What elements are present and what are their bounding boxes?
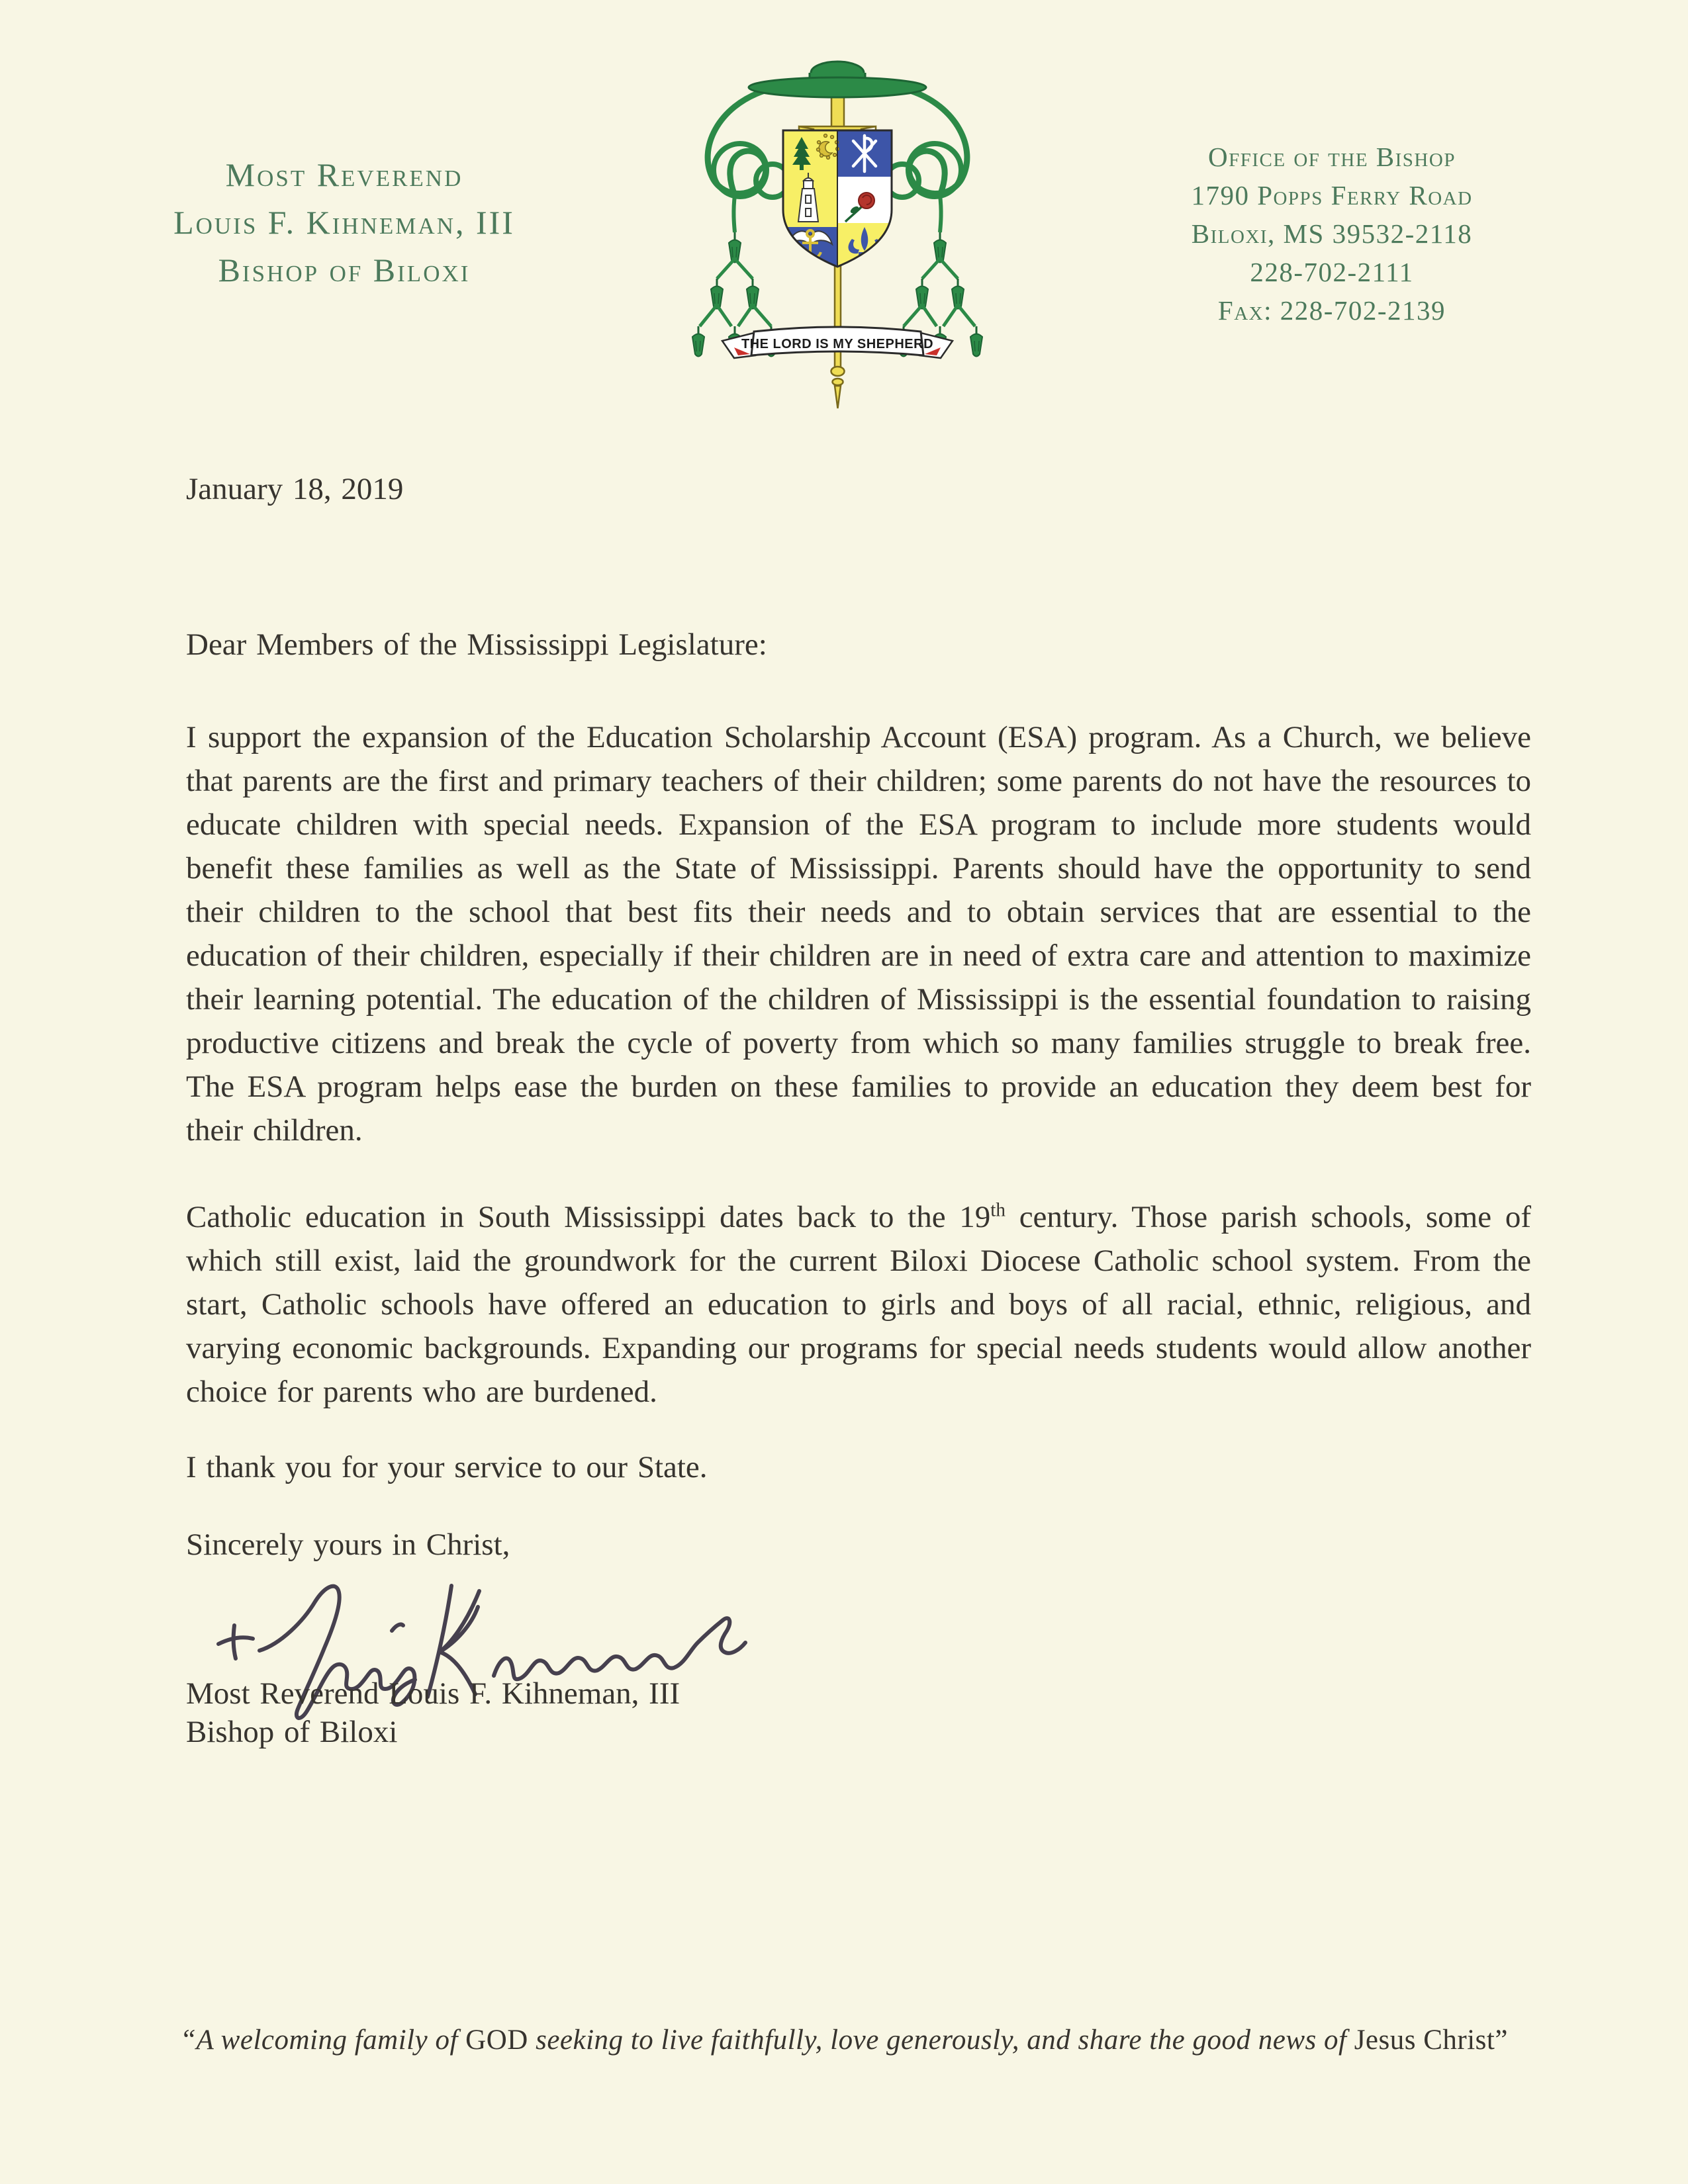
quote-god: GOD — [465, 2025, 528, 2056]
motto-text: THE LORD IS MY SHEPHERD — [741, 337, 934, 351]
paragraph2-text: Catholic education in South Mississippi dates back to the 19 — [186, 1200, 991, 1234]
closing-line: Sincerely yours in Christ, — [186, 1527, 510, 1562]
ordinal-superscript: th — [990, 1199, 1006, 1221]
galero-hat-icon — [749, 62, 926, 97]
salutation: Dear Members of the Mississippi Legislature: — [186, 627, 767, 662]
quote-italic-2: seeking to live faithfully, love generously, and share the good news of — [528, 2025, 1354, 2056]
street-line: 1790 Popps Ferry Road — [1191, 180, 1473, 210]
footer-quote — [0, 2024, 1688, 2056]
signer-name: Most Reverend Louis F. Kihneman, III — [186, 1676, 680, 1711]
crest-shield — [783, 130, 892, 268]
letterhead-right — [1140, 138, 1524, 330]
signer-title: Bishop of Biloxi — [186, 1715, 398, 1749]
body-paragraph-3: I thank you for your service to our State. — [186, 1450, 708, 1484]
signer-block — [186, 1674, 1531, 1751]
galero-cords-right — [886, 91, 982, 357]
city-line: Biloxi, MS 39532-2118 — [1191, 218, 1473, 249]
letter-date: January 18, 2019 — [186, 472, 404, 506]
body-paragraph-2 — [186, 1195, 1531, 1414]
office-line: Office of the Bishop — [1208, 142, 1456, 172]
quote-jesus-christ: Jesus Christ” — [1354, 2025, 1508, 2056]
letterhead-name: Louis F. Kihneman, III — [173, 204, 515, 241]
galero-cords-left — [692, 91, 789, 357]
letterhead-title: Most Reverend — [225, 156, 463, 193]
quote-italic-1: “A welcoming family of — [180, 2025, 466, 2056]
paragraph2-text-cont: century. Those parish schools, some of which still exist, laid the groundwork for the current Biloxi Diocese Catholic school system. From the start, Catholic schools have offered an education to girls and boys of all racial, ethnic, religious, and varying economic backgrounds. Expanding our programs for special needs students would allow another choice for parents who are burdened. — [186, 1200, 1531, 1409]
bishop-coat-of-arms-icon — [672, 56, 1003, 480]
letterhead-role: Bishop of Biloxi — [218, 251, 471, 289]
body-paragraph-1: I support the expansion of the Education Scholarship Account (ESA) program. As a Church, we believe that parents are the first and primary teachers of their children; some parents do not have the resources to educate children with special needs. Expansion of the ESA program to include more students would benefit these families as well as the State of Mississippi. Parents should have the opportunity to send their children to the school that best fits their needs and to obtain services that are essential to the education of their children, especially if their children are in need of extra care and attention to maximize their learning potential. The education of the children of Mississippi is the essential foundation to raising productive citizens and break the cycle of poverty from which so many families struggle to break free. The ESA program helps ease the burden on these families to provide an education they deem best for their children. — [186, 720, 1531, 1148]
fax-line: Fax: 228-702-2139 — [1217, 295, 1446, 326]
letterhead-left — [93, 151, 596, 294]
phone-line: 228-702-2111 — [1250, 257, 1414, 287]
